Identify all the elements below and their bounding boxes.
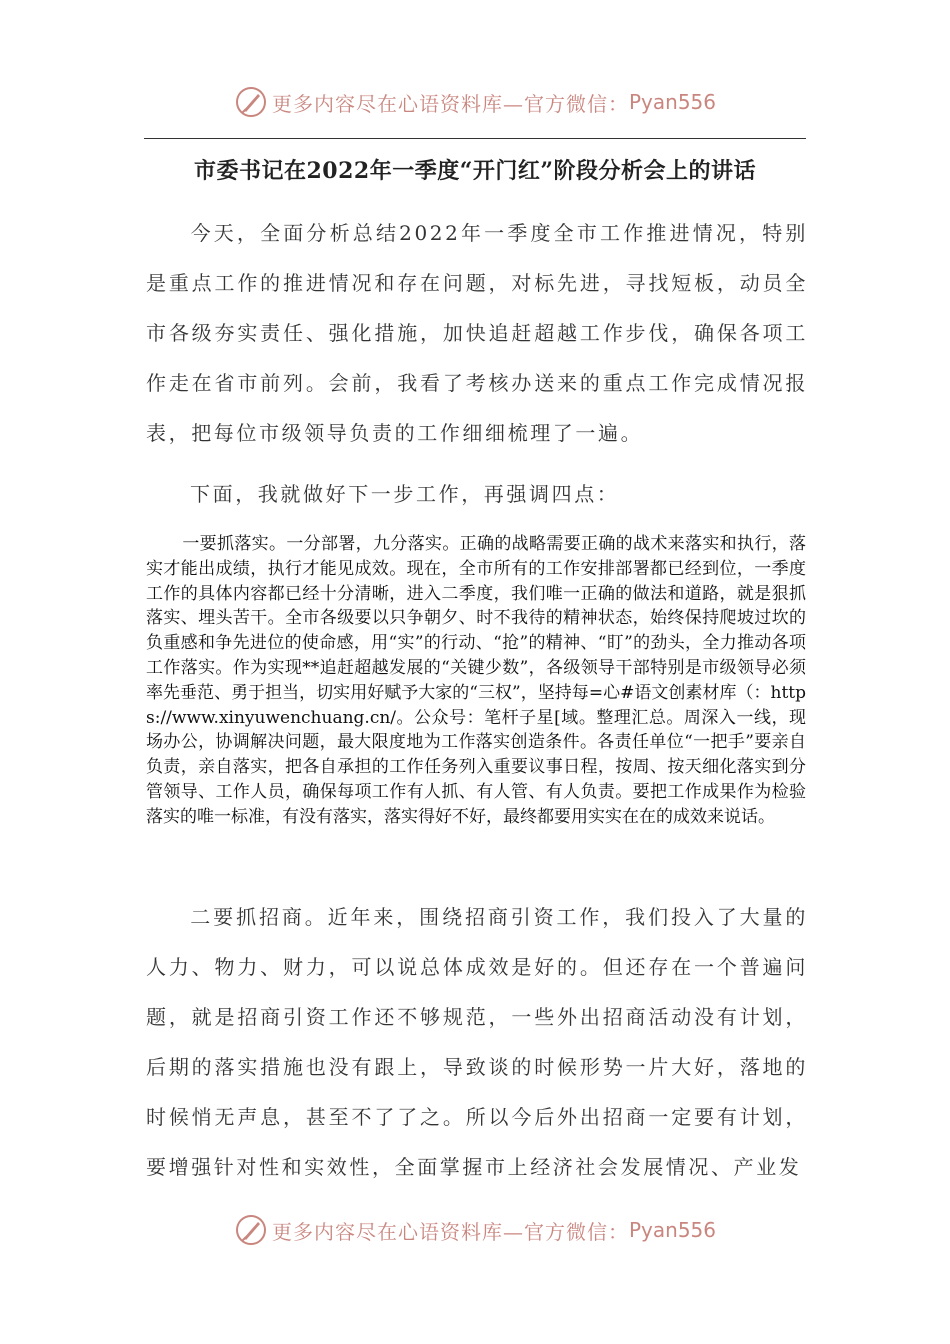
banner-text: 更多内容尽在心语资料库—官方微信：: [271, 1219, 629, 1244]
title-divider: [144, 138, 806, 139]
paragraph-3: [146, 532, 806, 830]
paragraph-2: [146, 469, 808, 519]
quill-pen-logo-icon: [234, 85, 268, 119]
paragraph-3-text: 一要抓落实。一分部署，九分落实。正确的战略需要正确的战术来落实和执行，落实才能出成绩，执行才能见成效。现在，全市所有的工作安排部署都已经到位，一季度工作的具体内容都已经十分清晰，进入二季度，我们唯一正确的做法和道路，就是狠抓落实、埋头苦干。全市各级要以只争朝夕、时不我待的精神状态，始终保持爬坡过坎的负重感和争先进位的使命感，用“实”的行动、“抢”的精神、“盯”的劲头，全力推动各项工作落实。作为实现**追赶超越发展的“关键少数”，各级领导干部特别是市级领导必须率先垂范、勇于担当，切实用好赋予大家的“三权”，坚持每=心#语文创素材库（：https://www.xinyuwenchuang.cn/。公众号：笔杆子星[域。整理汇总。周深入一线，现场办公，协调解决问题，最大限度地为工作落实创造条件。各责任单位“一把手”要亲自负责，亲自落实，把各自承担的工作任务列入重要议事日程，按周、按天细化落实到分管领导、工作人员，确保每项工作有人抓、有人管、有人负责。要把工作成果作为检验落实的唯一标准，有没有落实，落实得好不好，最终都要用实实在在的成效来说话。: [146, 534, 806, 827]
footer-watermark-banner: [0, 1208, 950, 1252]
banner-wechat-id: Pyan556: [628, 90, 716, 114]
banner-text: 更多内容尽在心语资料库—官方微信：: [271, 91, 629, 116]
page-title: 市委书记在2022年一季度“开门红”阶段分析会上的讲话: [193, 158, 757, 184]
banner-wechat-id: Pyan556: [628, 1218, 716, 1242]
paragraph-4-text: 二要抓招商。近年来，围绕招商引资工作，我们投入了大量的人力、物力、财力，可以说总体成效是好的。但还存在一个普遍问题，就是招商引资工作还不够规范，一些外出招商活动没有计划，后期的落实措施也没有跟上，导致谈的时候形势一片大好，落地的时候悄无声息，甚至不了了之。所以今后外出招商一定要有计划，要增强针对性和实效性，全面掌握市上经济社会发展情况、产业发: [146, 905, 808, 1179]
paragraph-1-text: 今天，全面分析总结2022年一季度全市工作推进情况，特别是重点工作的推进情况和存在问题，对标先进，寻找短板，动员全市各级夯实责任、强化措施，加快追赶超越工作步伐，确保各项工作走在省市前列。会前，我看了考核办送来的重点工作完成情况报表，把每位市级领导负责的工作细细梳理了一遍。: [146, 221, 808, 445]
paragraph-1: [146, 208, 808, 458]
paragraph-4: [146, 892, 808, 1192]
header-watermark-banner: [0, 80, 950, 124]
quill-pen-logo-icon: [234, 1213, 268, 1247]
paragraph-2-text: 下面，我就做好下一步工作，再强调四点：: [190, 482, 620, 506]
